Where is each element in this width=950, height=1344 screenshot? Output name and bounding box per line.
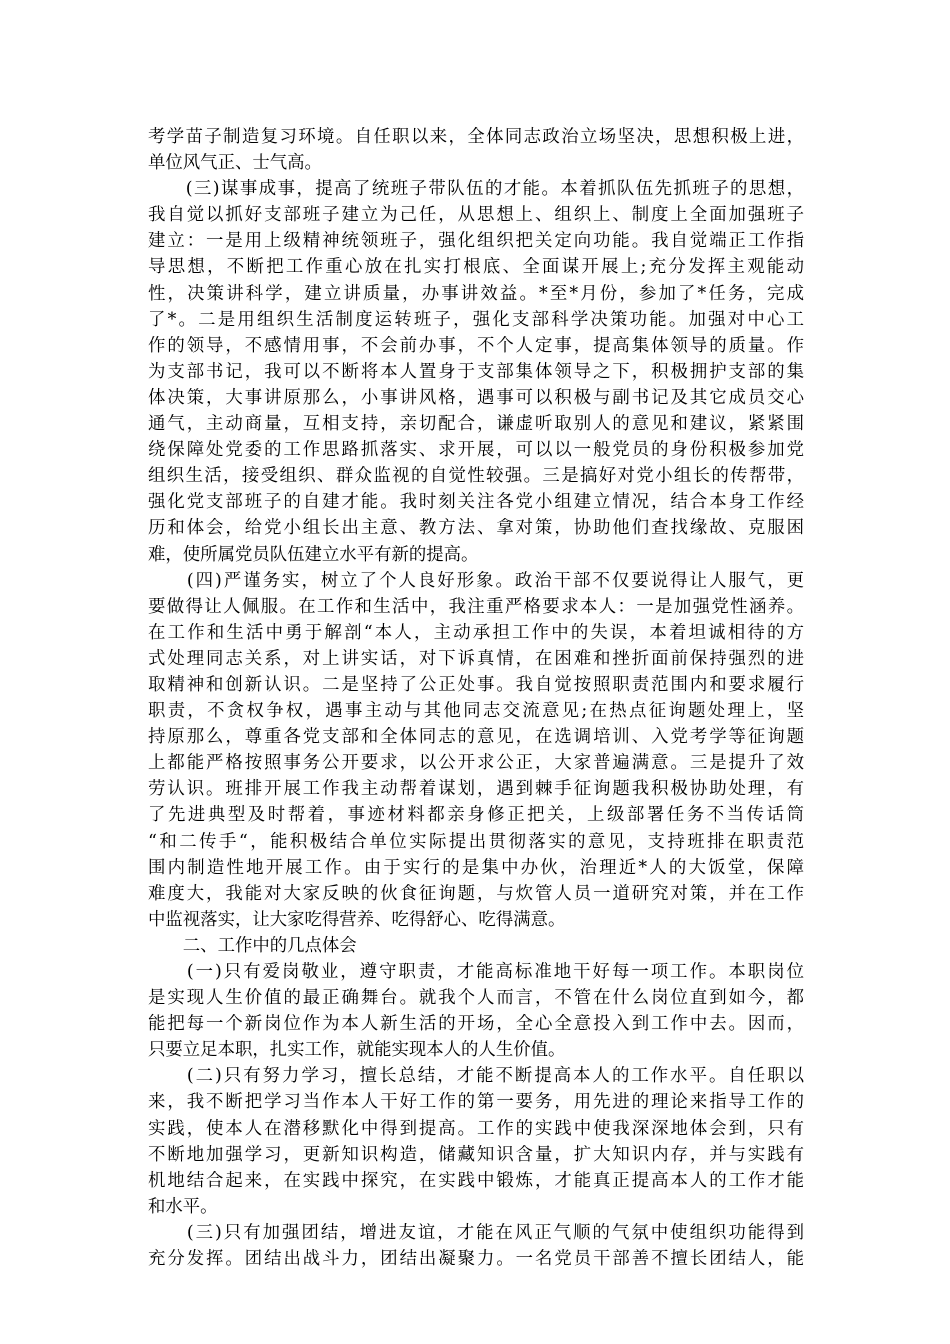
text-line: (一)只有爱岗敬业，遵守职责，才能高标准地干好每一项工作。本职岗位 — [148, 962, 804, 982]
text-line: 了*。二是用组织生活制度运转班子，强化支部科学决策功能。加强对中心工 — [148, 309, 804, 330]
paragraph — [148, 959, 804, 1063]
text-line: 来，我不断把学习当作本人干好工作的第一要务，用先进的理论来指导工作的 — [148, 1092, 804, 1113]
text-line: 劳认识。班排开展工作我主动帮着谋划，遇到棘手征询题我积极协助处理，有 — [148, 779, 804, 800]
text-line: 组织生活，接受组织、群众监视的自觉性较强。三是搞好对党小组长的传帮带， — [148, 466, 804, 487]
text-line: 强化党支部班子的自建才能。我时刻关注各党小组建立情况，结合本身工作经 — [148, 492, 804, 513]
text-line: 和水平。 — [148, 1196, 218, 1217]
paragraph — [148, 568, 804, 933]
section-heading — [148, 933, 804, 959]
text-line: 机地结合起来，在实践中探究，在实践中锻炼，才能真正提高本人的工作才能 — [148, 1170, 804, 1191]
text-line: 实践，使本人在潜移默化中得到提高。工作的实践中使我深深地体会到，只有 — [148, 1118, 804, 1139]
paragraph — [148, 1220, 804, 1272]
text-line: 取精神和创新认识。二是坚持了公正处事。我自觉按照职责范围内和要求履行 — [148, 674, 804, 695]
text-line: 职责，不贪权争权，遇事主动与其他同志交流意见;在热点征询题处理上，坚 — [148, 701, 804, 722]
text-line: 难，使所属党员队伍建立水平有新的提高。 — [148, 544, 479, 565]
text-line: “和二传手“，能积极结合单位实际提出贯彻落实的意见，支持班排在职责范 — [148, 831, 804, 852]
document-page — [148, 124, 804, 1272]
text-line: 式处理同志关系，对上讲实话，对下诉真情，在困难和挫折面前保持强烈的进 — [148, 648, 804, 669]
text-line: 要做得让人佩服。在工作和生活中，我注重严格要求本人：一是加强党性涵养。 — [148, 596, 804, 617]
text-line: 在工作和生活中勇于解剖“本人，主动承担工作中的失误，本着坦诚相待的方 — [148, 622, 804, 643]
text-line: 导思想，不断把工作重心放在扎实打根底、全面谋开展上;充分发挥主观能动 — [148, 257, 804, 278]
text-line: 体决策，大事讲原那么，小事讲风格，遇事可以积极与副书记及其它成员交心 — [148, 387, 804, 408]
text-line: 通气，主动商量，互相支持，亲切配合，谦虚听取别人的意见和建议，紧紧围 — [148, 414, 804, 435]
text-line: 了先进典型及时帮着，事迹材料都亲身修正把关，上级部署任务不当传话筒 — [148, 805, 804, 826]
paragraph — [148, 176, 804, 567]
text-line: 历和体会，给党小组长出主意、教方法、拿对策，协助他们查找缘故、克服困 — [148, 518, 804, 539]
text-line: 单位风气正、士气高。 — [148, 153, 322, 174]
text-line: (四)严谨务实，树立了个人良好形象。政治干部不仅要说得让人服气，更 — [148, 570, 804, 591]
text-line: 充分发挥。团结出战斗力，团结出凝聚力。一名党员干部善不擅长团结人，能 — [148, 1249, 804, 1270]
text-line: 我自觉以抓好支部班子建立为己任，从思想上、组织上、制度上全面加强班子 — [148, 205, 804, 226]
paragraph — [148, 124, 804, 176]
text-line: (三)谋事成事，提高了统班子带队伍的才能。本着抓队伍先抓班子的思想， — [148, 179, 804, 200]
text-line: 持原那么，尊重各党支部和全体同志的意见，在选调培训、入党考学等征询题 — [148, 727, 804, 748]
text-line: 不断地加强学习，更新知识构造，储藏知识含量，扩大知识内存，并与实践有 — [148, 1144, 804, 1165]
text-line: (三)只有加强团结，增进友谊，才能在风正气顺的气氛中使组织功能得到 — [148, 1222, 804, 1243]
text-line: 为支部书记，我可以不断将本人置身于支部集体领导之下，积极拥护支部的集 — [148, 361, 804, 382]
text-line: 建立：一是用上级精神统领班子，强化组织把关定向功能。我自觉端正工作指 — [148, 231, 804, 252]
text-line: 性，决策讲科学，建立讲质量，办事讲效益。*至*月份，参加了*任务，完成 — [148, 283, 804, 304]
text-line: 围内制造性地开展工作。由于实行的是集中办伙，治理近*人的大饭堂，保障 — [148, 857, 804, 878]
paragraph — [148, 1063, 804, 1220]
text-line: 作的领导，不感情用事，不会前办事，不个人定事，提高集体领导的质量。作 — [148, 335, 804, 356]
text-line: 考学苗子制造复习环境。自任职以来，全体同志政治立场坚决，思想积极上进， — [148, 127, 804, 147]
text-line: (二)只有努力学习，擅长总结，才能不断提高本人的工作水平。自任职以 — [148, 1066, 804, 1087]
text-line: 中监视落实，让大家吃得营养、吃得舒心、吃得满意。 — [148, 909, 566, 930]
text-line: 绕保障处党委的工作思路抓落实、求开展，可以以一般党员的身份积极参加党 — [148, 440, 804, 461]
text-line: 能把每一个新岗位作为本人新生活的开场，全心全意投入到工作中去。因而， — [148, 1014, 804, 1035]
text-line: 二、工作中的几点体会 — [148, 935, 357, 956]
text-line: 只要立足本职，扎实工作，就能实现本人的人生价值。 — [148, 1040, 566, 1061]
text-line: 是实现人生价值的最正确舞台。就我个人而言，不管在什么岗位直到如今，都 — [148, 988, 804, 1009]
text-line: 难度大，我能对大家反映的伙食征询题，与炊管人员一道研究对策，并在工作 — [148, 883, 804, 904]
text-line: 上都能严格按照事务公开要求，以公开求公正，大家普遍满意。三是提升了效 — [148, 753, 804, 774]
